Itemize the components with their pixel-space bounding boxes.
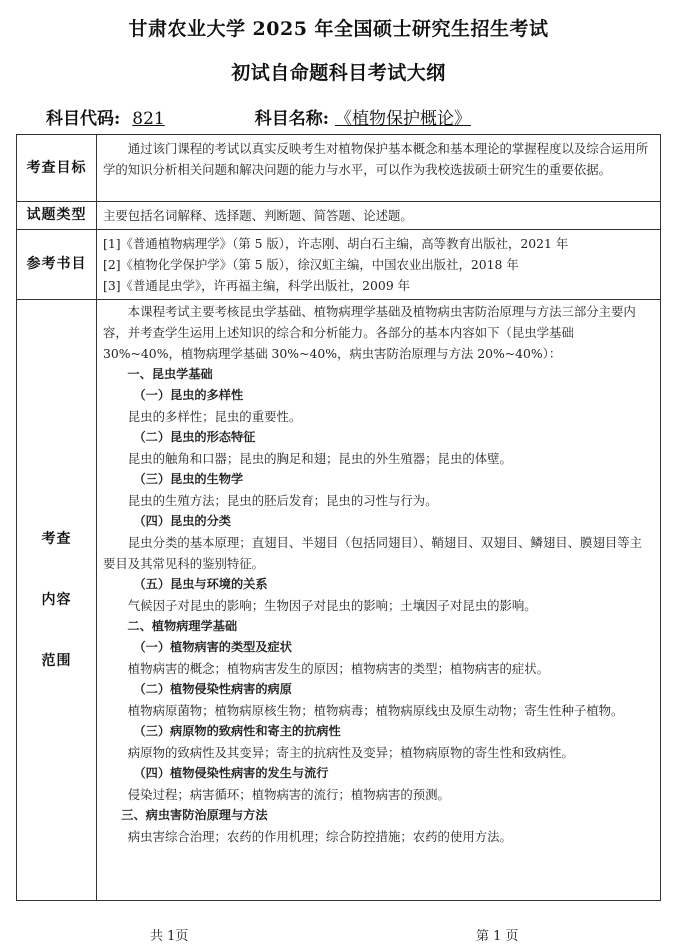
types-text-cell [97,202,661,230]
subject-name-label: 科目名称: [254,109,330,129]
types-row [17,202,661,230]
subsection-heading: （三）昆虫的生物学 [133,472,244,486]
subject-code: 821 [132,109,165,129]
subsection-text: 昆虫的生殖方法；昆虫的胚后发育；昆虫的习性与行为。 [127,493,438,508]
books-row [17,230,661,300]
subject-name: 《植物保护概论》 [335,109,472,129]
books-label: 参考书目 [17,230,97,300]
goal-row [17,135,661,202]
goal-text-cell [97,135,661,202]
outline-table [16,134,661,901]
document-subtitle: 初试自命题科目考试大纲 [231,62,446,84]
goal-label: 考查目标 [17,135,97,202]
subsection-text: 昆虫的触角和口器；昆虫的胸足和翅；昆虫的外生殖器；昆虫的体壁。 [127,451,512,466]
subsection-heading: （五）昆虫与环境的关系 [133,577,268,591]
section-heading: 二、植物病理学基础 [127,619,238,633]
subsection-text: 病虫害综合治理；农药的作用机理；综合防控措施；农药的使用方法。 [127,829,512,844]
page-total: 共 1页 [150,929,189,944]
subsection-heading: （一）植物病害的类型及症状 [133,640,292,654]
goal-text: 通过该门课程的考试以真实反映考生对植物保护基本概念和基本理论的掌握程度以及综合运用所学的知识分析相关问题和解决问题的能力与水平，可以作为我校选拔硕士研究生的重要依据。 [103,141,649,177]
types-label: 试题类型 [17,202,97,230]
subsection-text: 植物病害的概念；植物病害发生的原因；植物病害的类型；植物病害的症状。 [127,661,550,676]
subsection-heading: （二）昆虫的形态特征 [133,430,256,444]
scope-label-2: 内容 [41,591,72,608]
scope-label-1: 考查 [41,530,72,547]
book-item: [3]《普通昆虫学》，许再福主编，科学出版社，2009 年 [103,278,411,293]
subsection-text: 昆虫分类的基本原理；直翅目、半翅目（包括同翅目）、鞘翅目、双翅目、鳞翅目、膜翅目等主要目及其常见科的鉴别特征。 [103,535,643,571]
subsection-heading: （二）植物侵染性病害的病原 [133,682,292,696]
books-cell [97,230,661,300]
subsection-heading: （四）植物侵染性病害的发生与流行 [133,766,329,780]
section-heading: 三、病虫害防治原理与方法 [121,808,268,822]
book-item: [1]《普通植物病理学》（第 5 版），许志刚、胡白石主编，高等教育出版社，2021 年 [103,236,569,251]
book-item: [2]《植物化学保护学》（第 5 版），徐汉虹主编，中国农业出版社，2018 年 [103,257,519,272]
types-text: 主要包括名词解释、选择题、判断题、简答题、论述题。 [103,208,413,223]
scope-cell [97,300,661,901]
subsection-heading: （三）病原物的致病性和寄主的抗病性 [133,724,341,738]
subsection-heading: （一）昆虫的多样性 [133,388,244,402]
page-number: 第 1 页 [476,929,519,944]
subsection-text: 病原物的致病性及其变异；寄主的抗病性及变异；植物病原物的寄生性和致病性。 [127,745,574,760]
subsection-text: 植物病原菌物；植物病原核生物；植物病毒；植物病原线虫及原生动物；寄生性种子植物。 [127,703,624,718]
subsection-text: 气候因子对昆虫的影响；生物因子对昆虫的影响；土壤因子对昆虫的影响。 [127,598,537,613]
scope-label-3: 范围 [41,652,72,669]
scope-intro: 本课程考试主要考核昆虫学基础、植物病理学基础及植物病虫害防治原理与方法三部分主要内容，并考查学生运用上述知识的综合和分析能力。各部分的基本内容如下（昆虫学基础 30%~40%，植物病理学基础 30%~40%，病虫害防治原理与方法 20%~40%）： [103,304,636,361]
subject-code-label: 科目代码: [46,109,121,129]
subsection-heading: （四）昆虫的分类 [133,514,231,528]
scope-row [17,300,661,901]
document-title: 甘肃农业大学 2025 年全国硕士研究生招生考试 [128,18,549,40]
subsection-text: 昆虫的多样性；昆虫的重要性。 [127,409,302,424]
scope-label [17,300,97,901]
section-heading: 一、昆虫学基础 [127,367,213,381]
subsection-text: 侵染过程；病害循环；植物病害的流行；植物病害的预测。 [127,787,450,802]
subject-line [46,104,477,129]
